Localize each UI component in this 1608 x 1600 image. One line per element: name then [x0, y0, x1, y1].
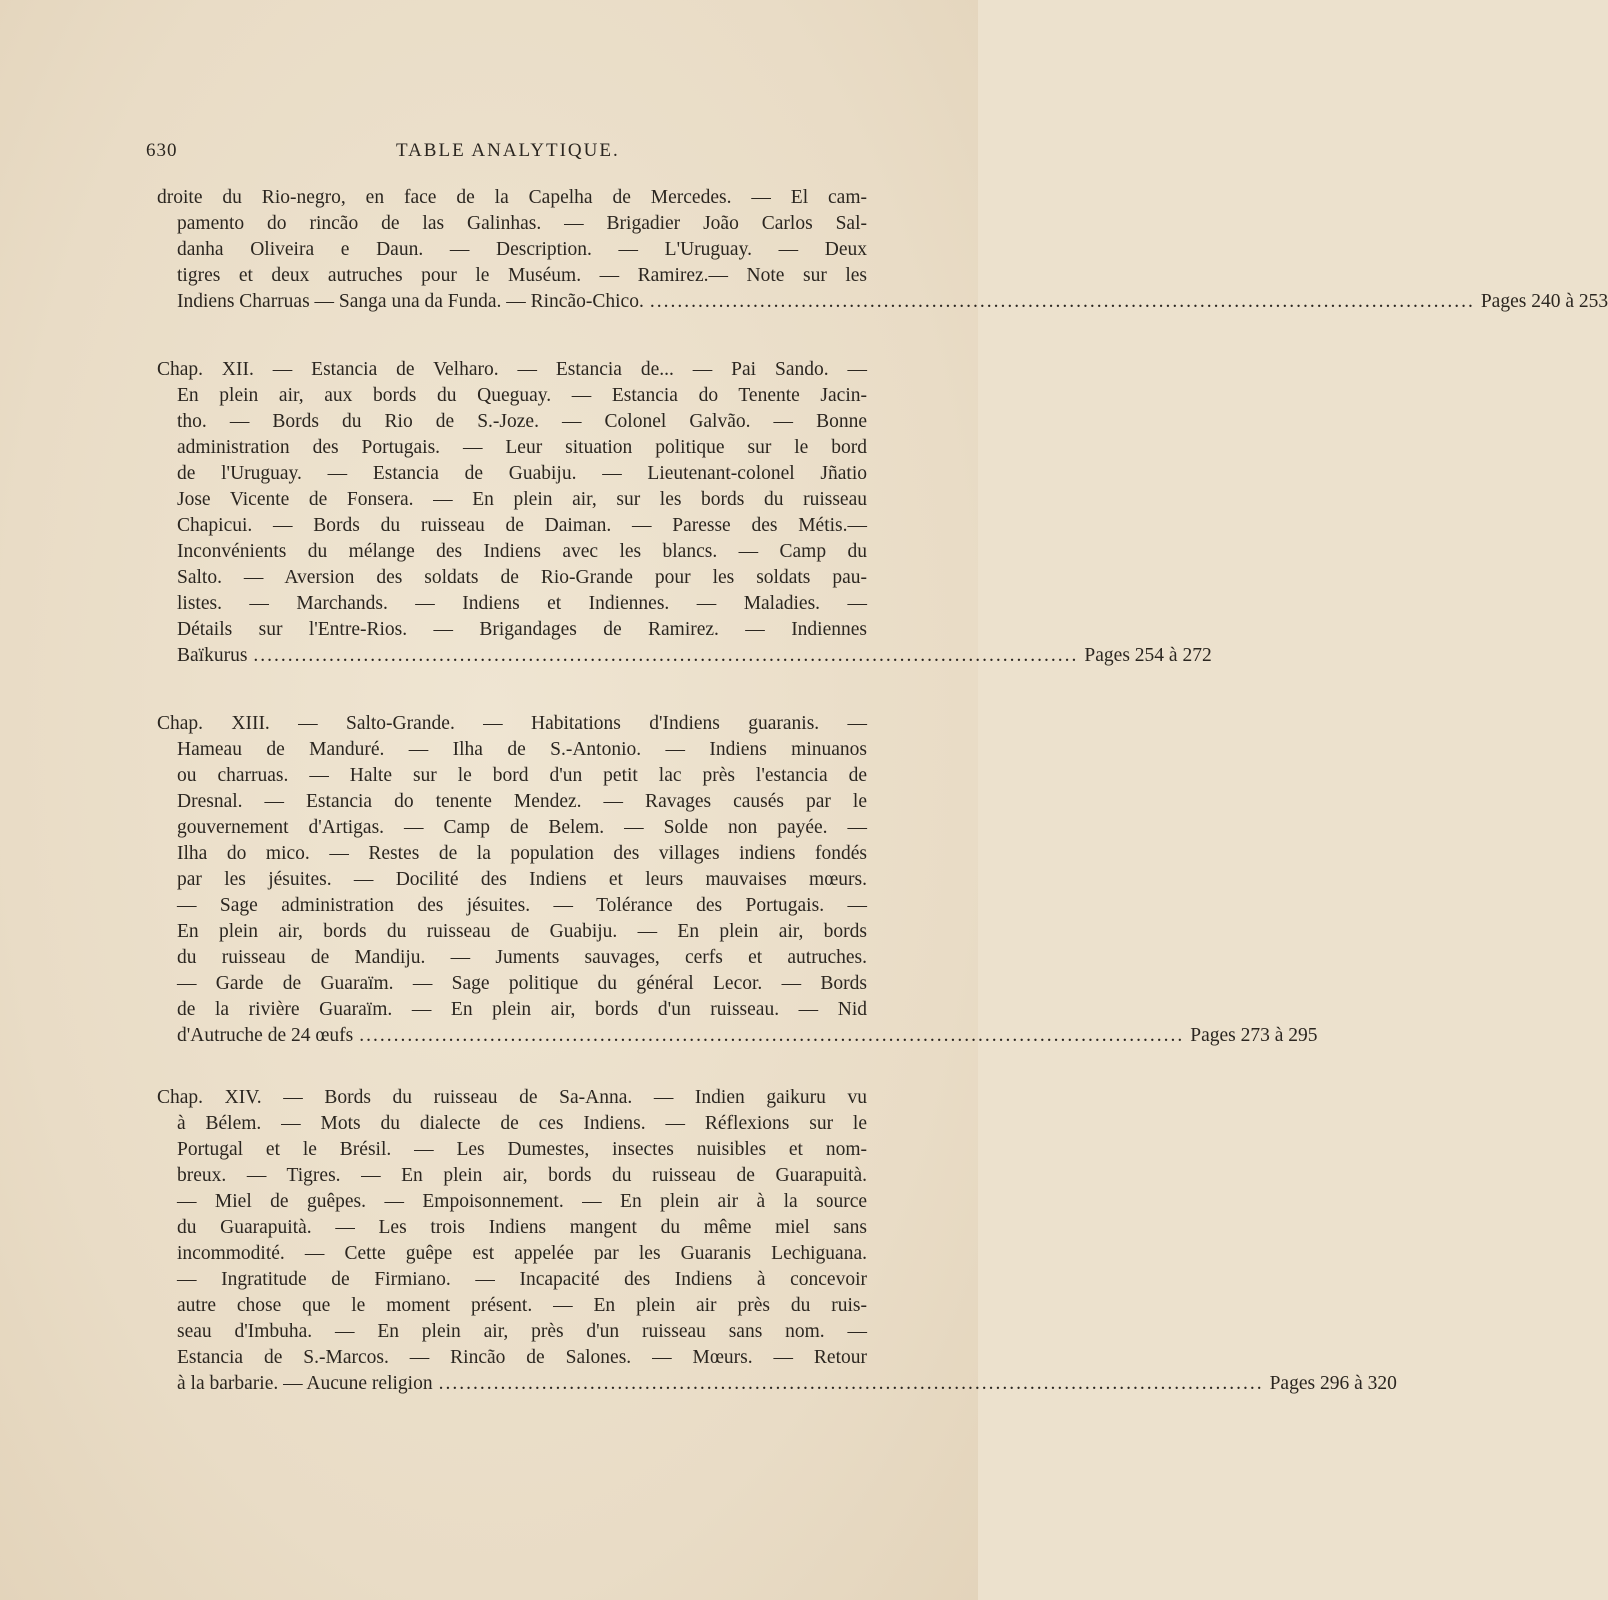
- text-line: Inconvénients du mélange des Indiens avec les blancs. — Camp du: [177, 541, 867, 562]
- entry-last-line: [177, 1371, 1397, 1397]
- chapter-heading-line: Chap. XIV. — Bords du ruisseau de Sa-Anna. — Indien gaikuru vu: [157, 1087, 867, 1108]
- text-line: à Bélem. — Mots du dialecte de ces Indiens. — Réflexions sur le: [177, 1113, 867, 1134]
- leader-dots: ........................................................................................................................: [438, 1373, 1264, 1394]
- text-line: du Guarapuità. — Les trois Indiens mangent du même miel sans: [177, 1217, 867, 1238]
- text-line: administration des Portugais. — Leur situation politique sur le bord: [177, 437, 867, 458]
- entry-last-line: [177, 289, 1608, 315]
- leader-dots: ........................................................................................................................: [649, 291, 1475, 312]
- text-line: — Ingratitude de Firmiano. — Incapacité des Indiens à concevoir: [177, 1269, 867, 1290]
- entry-last-text: à la barbarie. — Aucune religion: [177, 1373, 433, 1394]
- text-line: de l'Uruguay. — Estancia de Guabiju. — Lieutenant-colonel Jñatio: [177, 463, 867, 484]
- text-line: danha Oliveira e Daun. — Description. — L'Uruguay. — Deux: [177, 239, 867, 260]
- text-line: tho. — Bords du Rio de S.-Joze. — Colonel Galvão. — Bonne: [177, 411, 867, 432]
- text-line: incommodité. — Cette guêpe est appelée par les Guaranis Lechiguana.: [177, 1243, 867, 1264]
- text-line: seau d'Imbuha. — En plein air, près d'un ruisseau sans nom. —: [177, 1321, 867, 1342]
- text-line: Chapicui. — Bords du ruisseau de Daiman. — Paresse des Métis.—: [177, 515, 867, 536]
- text-line: breux. — Tigres. — En plein air, bords du ruisseau de Guarapuità.: [177, 1165, 867, 1186]
- page-number: 630: [146, 140, 178, 161]
- text-line: — Sage administration des jésuites. — Tolérance des Portugais. —: [177, 895, 867, 916]
- text-line: droite du Rio-negro, en face de la Capelha de Mercedes. — El cam-: [157, 187, 867, 208]
- entry-last-text: Indiens Charruas — Sanga una da Funda. — Rincão-Chico.: [177, 291, 644, 312]
- text-line: Salto. — Aversion des soldats de Rio-Grande pour les soldats pau-: [177, 567, 867, 588]
- text-line: Ilha do mico. — Restes de la population des villages indiens fondés: [177, 843, 867, 864]
- text-line: par les jésuites. — Docilité des Indiens et leurs mauvaises mœurs.: [177, 869, 867, 890]
- page-range: Pages 254 à 272: [1084, 645, 1212, 666]
- text-line: tigres et deux autruches pour le Muséum. — Ramirez.— Note sur les: [177, 265, 867, 286]
- running-title: TABLE ANALYTIQUE.: [396, 140, 620, 161]
- page-range: Pages 240 à 253: [1480, 291, 1608, 312]
- text-line: En plein air, bords du ruisseau de Guabiju. — En plein air, bords: [177, 921, 867, 942]
- text-line: du ruisseau de Mandiju. — Juments sauvages, cerfs et autruches.: [177, 947, 867, 968]
- entry-last-text: d'Autruche de 24 œufs: [177, 1025, 354, 1046]
- page-range: Pages 273 à 295: [1190, 1025, 1318, 1046]
- text-line: listes. — Marchands. — Indiens et Indiennes. — Maladies. —: [177, 593, 867, 614]
- text-line: Portugal et le Brésil. — Les Dumestes, insectes nuisibles et nom-: [177, 1139, 867, 1160]
- text-line: Estancia de S.-Marcos. — Rincão de Salones. — Mœurs. — Retour: [177, 1347, 867, 1368]
- text-line: gouvernement d'Artigas. — Camp de Belem. — Solde non payée. —: [177, 817, 867, 838]
- text-line: Détails sur l'Entre-Rios. — Brigandages de Ramirez. — Indiennes: [177, 619, 867, 640]
- page-header: [146, 140, 856, 170]
- text-line: — Miel de guêpes. — Empoisonnement. — En plein air à la source: [177, 1191, 867, 1212]
- text-line: pamento do rincão de las Galinhas. — Brigadier João Carlos Sal-: [177, 213, 867, 234]
- page-range: Pages 296 à 320: [1269, 1373, 1397, 1394]
- entry-last-line: [177, 643, 1212, 669]
- leader-dots: ........................................................................................................................: [359, 1025, 1185, 1046]
- chapter-heading-line: Chap. XII. — Estancia de Velharo. — Estancia de... — Pai Sando. —: [157, 359, 867, 380]
- text-line: Dresnal. — Estancia do tenente Mendez. — Ravages causés par le: [177, 791, 867, 812]
- text-line: de la rivière Guaraïm. — En plein air, bords d'un ruisseau. — Nid: [177, 999, 867, 1020]
- text-line: En plein air, aux bords du Queguay. — Estancia do Tenente Jacin-: [177, 385, 867, 406]
- text-line: ou charruas. — Halte sur le bord d'un petit lac près l'estancia de: [177, 765, 867, 786]
- text-line: Jose Vicente de Fonsera. — En plein air, sur les bords du ruisseau: [177, 489, 867, 510]
- entry-last-text: Baïkurus: [177, 645, 248, 666]
- chapter-heading-line: Chap. XIII. — Salto-Grande. — Habitations d'Indiens guaranis. —: [157, 713, 867, 734]
- leader-dots: ........................................................................................................................: [253, 645, 1079, 666]
- text-line: autre chose que le moment présent. — En plein air près du ruis-: [177, 1295, 867, 1316]
- entry-last-line: [177, 1023, 1318, 1049]
- text-line: Hameau de Manduré. — Ilha de S.-Antonio. — Indiens minuanos: [177, 739, 867, 760]
- text-line: — Garde de Guaraïm. — Sage politique du général Lecor. — Bords: [177, 973, 867, 994]
